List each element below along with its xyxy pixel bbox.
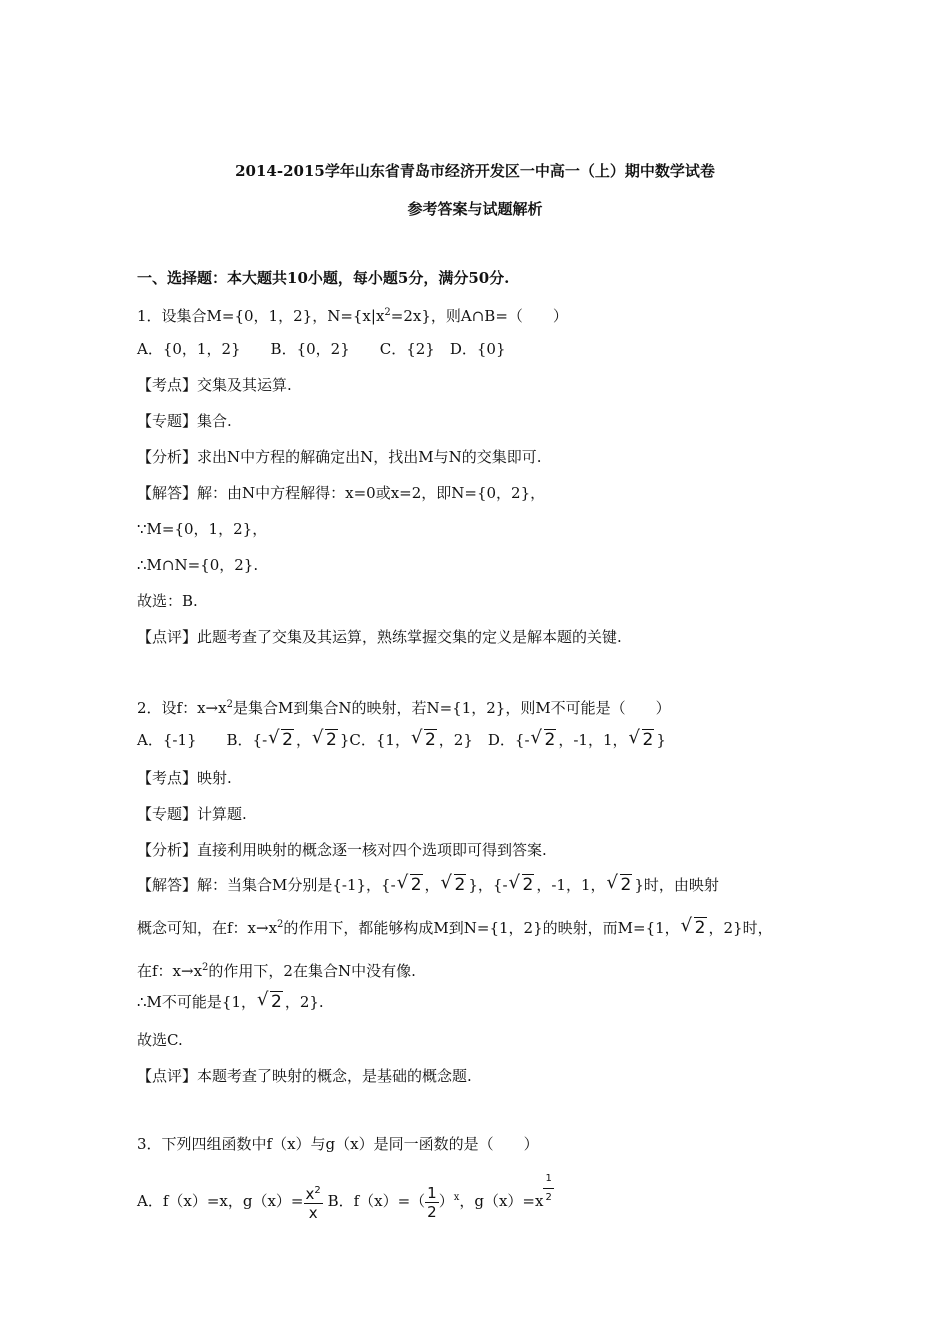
q2-fenxi: 【分析】直接利用映射的概念逐一核对四个选项即可得到答案. — [137, 841, 547, 859]
sqrt-2: √ 2 — [630, 730, 655, 750]
sqrt-2: √ 2 — [510, 875, 535, 895]
q1-zhuanti: 【专题】集合. — [137, 412, 232, 430]
q2-kaodian: 【考点】映射. — [137, 769, 232, 787]
q1-kaodian: 【考点】交集及其运算. — [137, 376, 292, 394]
sqrt-2: √ 2 — [412, 730, 437, 750]
q1-options: A．{0，1，2} B．{0，2} C．{2} D．{0} — [137, 340, 506, 358]
sqrt-2: √ 2 — [269, 730, 294, 750]
q2-conclusion: ∴M不可能是{1，√ 2 ，2}. — [137, 992, 324, 1012]
q1-step2: ∴M∩N={0，2}. — [137, 556, 259, 574]
q3-options: A．f（x）=x，g（x）= $\frac{x^2}{x}$ B．f（x）=（ $\frac{1}{2}$ ）$^x$，g（x）=x $\frac{1}{2}$ — [137, 1170, 554, 1222]
sqrt-2: √ 2 — [398, 875, 423, 895]
section-heading: 一、选择题：本大题共10小题，每小题5分，满分50分. — [137, 269, 510, 287]
sqrt-2: √ 2 — [608, 875, 633, 895]
q1-jieda: 【解答】解：由N中方程解得：x=0或x=2，即N={0，2}， — [137, 484, 546, 502]
sqrt-2: √ 2 — [258, 992, 283, 1012]
q2-jieda-line2: 概念可知，在f：$x\to x^2$的作用下，都能够构成M到N={1，2}的映射，而M={1，√ 2 ，2}时， — [137, 915, 773, 938]
q2-answer: 故选C. — [137, 1031, 183, 1049]
fraction-one-half: $\frac{1}{2}$ — [427, 1183, 437, 1221]
q1-stem: 1．设集合M={0，1，2}，$N=\{x|x^2=2x\}$，则A∩B=（ ） — [137, 307, 568, 325]
q2-jieda: 【解答】解：当集合M分别是{-1}，{-√ 2 ，√ 2 }，{-√ 2 ，-1，1，√ 2 }时，由映射 — [137, 875, 719, 895]
q2-dianping: 【点评】本题考查了映射的概念，是基础的概念题. — [137, 1067, 472, 1085]
q2-zhuanti: 【专题】计算题. — [137, 805, 247, 823]
fraction-x2-over-x: $\frac{x^2}{x}$ — [304, 1182, 323, 1222]
q1-answer: 故选：B. — [137, 592, 198, 610]
x-power-half: x $\frac{1}{2}$ — [535, 1192, 554, 1210]
q2-options: A．{-1} B．{-√ 2 ，√ 2 }C．{1，√ 2 ，2} D．{-√ 2 ，-1，1，√ 2 } — [137, 730, 666, 750]
q1-step1: ∵M={0，1，2}， — [137, 520, 268, 538]
q1-fenxi: 【分析】求出N中方程的解确定出N，找出M与N的交集即可. — [137, 448, 542, 466]
page-title: 2014-2015学年山东省青岛市经济开发区一中高一（上）期中数学试卷 — [235, 162, 715, 180]
sqrt-2: √ 2 — [682, 918, 707, 938]
q2-jieda-line3: 在f：$x\to x^2$的作用下，2在集合N中没有像. — [137, 962, 416, 980]
sqrt-2: √ 2 — [442, 875, 467, 895]
q2-stem: 2．设f：$x\to x^2$是集合M到集合N的映射，若N={1，2}，则M不可能是（ ） — [137, 699, 671, 717]
page-subtitle: 参考答案与试题解析 — [407, 200, 543, 218]
sqrt-2: √ 2 — [532, 730, 557, 750]
q3-stem: 3．下列四组函数中f（x）与g（x）是同一函数的是（ ） — [137, 1135, 539, 1153]
sqrt-2: √ 2 — [313, 730, 338, 750]
q1-dianping: 【点评】此题考查了交集及其运算，熟练掌握交集的定义是解本题的关键. — [137, 628, 622, 646]
